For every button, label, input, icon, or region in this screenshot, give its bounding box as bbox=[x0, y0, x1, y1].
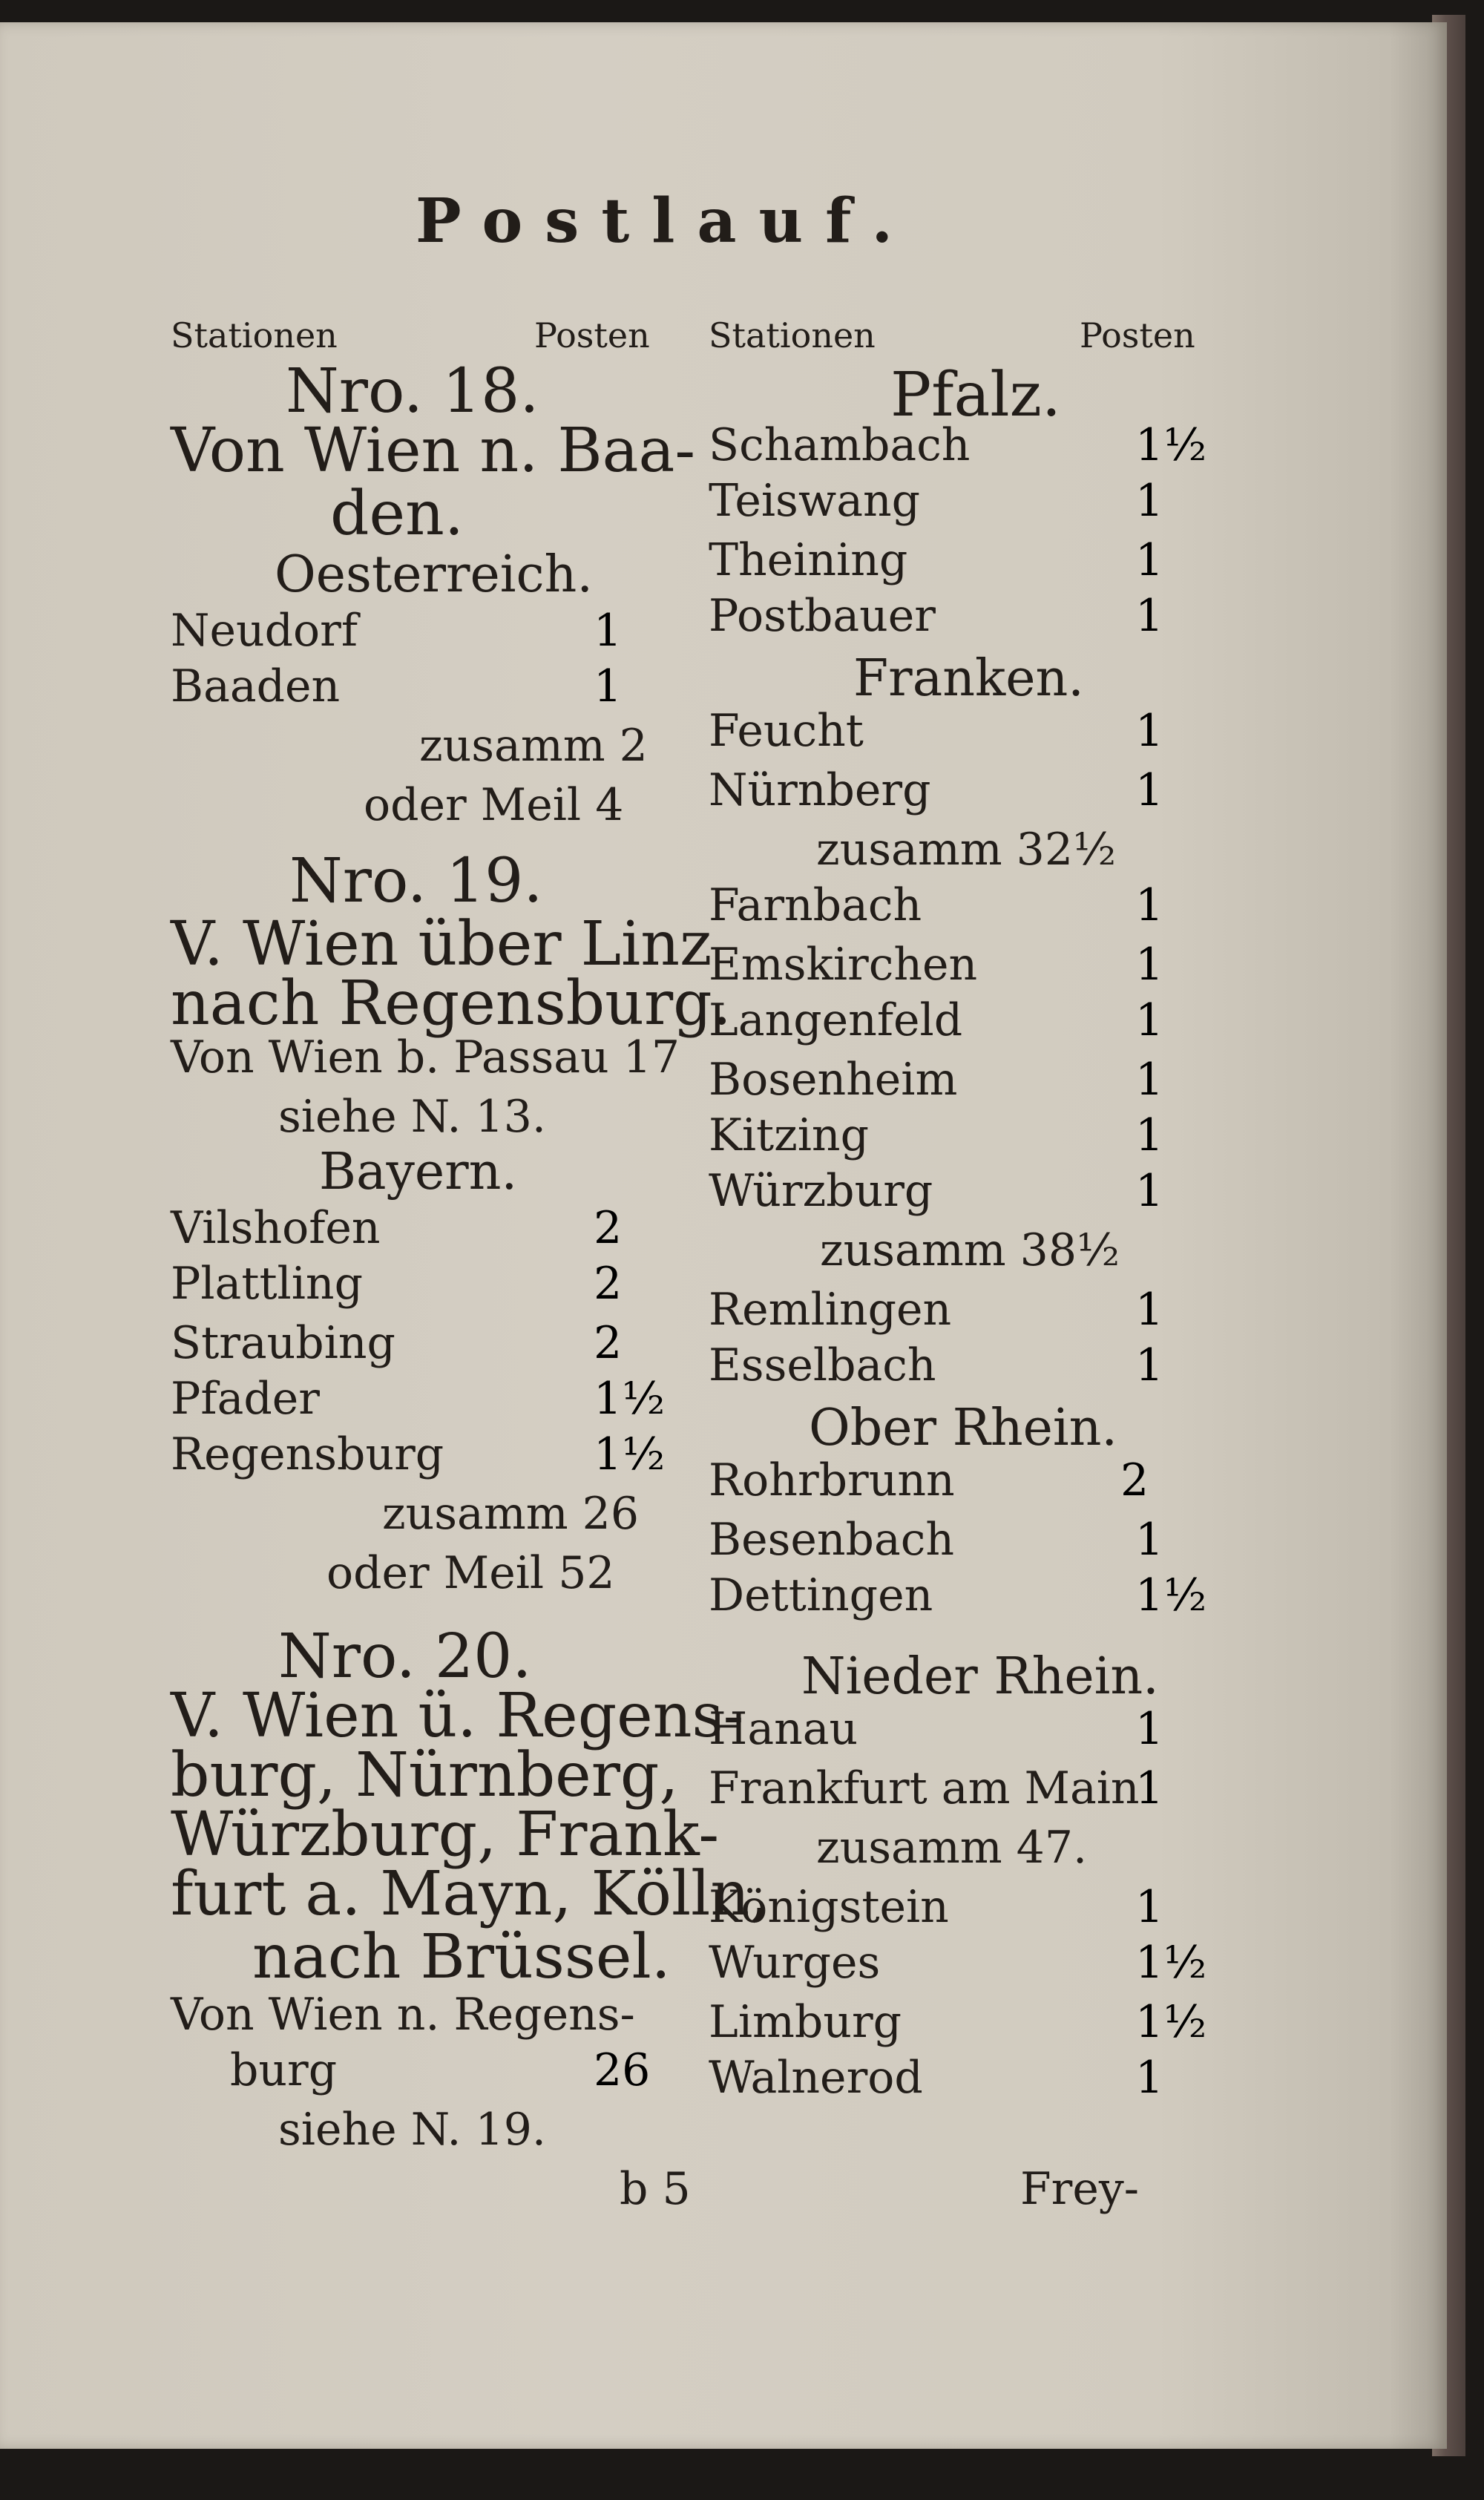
station-posts: 1 bbox=[1135, 1514, 1164, 1566]
station-name: Neudorf bbox=[171, 605, 358, 657]
region-bayern: Bayern. bbox=[319, 1143, 518, 1201]
route-19-miles: oder Meil 52 bbox=[326, 1547, 615, 1599]
page-title: Postlauf. bbox=[416, 186, 915, 257]
station-posts: 1½ bbox=[1135, 1937, 1207, 1989]
region-ober-rhein: Ober Rhein. bbox=[809, 1399, 1118, 1457]
route-number-18: Nro. 18. bbox=[286, 356, 539, 427]
station-posts: 1 bbox=[1135, 1762, 1164, 1814]
station-posts: 1½ bbox=[594, 1373, 666, 1425]
route-number-19: Nro. 19. bbox=[289, 846, 543, 916]
station-name: Remlingen bbox=[709, 1284, 952, 1336]
station-posts: 2 bbox=[1120, 1454, 1149, 1506]
station-posts: 1½ bbox=[1135, 419, 1207, 471]
station-posts: 1½ bbox=[1135, 1996, 1207, 2048]
station-name: Baaden bbox=[171, 660, 341, 712]
station-name: Feucht bbox=[709, 705, 864, 757]
station-posts: 1 bbox=[1135, 1054, 1164, 1106]
station-name: Postbauer bbox=[709, 590, 936, 642]
station-posts: 1 bbox=[1135, 1284, 1164, 1336]
station-name: Frankfurt am Main bbox=[709, 1762, 1140, 1814]
station-name: Esselbach bbox=[709, 1339, 936, 1391]
station-name: Dettingen bbox=[709, 1569, 933, 1621]
route-20-title-line3: Würzburg, Frank- bbox=[171, 1799, 720, 1870]
station-posts: 1 bbox=[1135, 1109, 1164, 1161]
route-number-20: Nro. 20. bbox=[278, 1621, 532, 1692]
station-posts: 1 bbox=[1135, 534, 1164, 586]
station-posts: 1 bbox=[1135, 1165, 1164, 1217]
route-18-miles: oder Meil 4 bbox=[364, 779, 624, 831]
station-name: Langenfeld bbox=[709, 994, 963, 1046]
route-19-from: Von Wien b. Passau 17 bbox=[171, 1031, 680, 1083]
region-pfalz: Pfalz. bbox=[890, 360, 1061, 430]
route-18-title-line2: den. bbox=[330, 479, 464, 549]
route-19-total: zusamm 26 bbox=[382, 1488, 640, 1540]
signature-mark: b 5 bbox=[620, 2163, 691, 2215]
station-posts: 1 bbox=[1135, 1703, 1164, 1755]
subtotal-a: zusamm 32½ bbox=[816, 824, 1117, 876]
station-posts: 1½ bbox=[594, 1428, 666, 1480]
station-posts: 1 bbox=[1135, 764, 1164, 816]
route-18-total: zusamm 2 bbox=[419, 720, 648, 772]
catchword: Frey- bbox=[1020, 2163, 1139, 2215]
route-20-title-line5: nach Brüssel. bbox=[252, 1922, 671, 1992]
subtotal-b: zusamm 38½ bbox=[820, 1224, 1120, 1276]
station-name: Königstein bbox=[709, 1881, 949, 1933]
route-18-title-line1: Von Wien n. Baa- bbox=[171, 416, 696, 486]
route-20-title-line1: V. Wien ü. Regens- bbox=[171, 1681, 744, 1751]
station-name: Schambach bbox=[709, 419, 971, 471]
station-name: Kitzing bbox=[709, 1109, 869, 1161]
station-name: Rohrbrunn bbox=[709, 1454, 955, 1506]
station-posts: 2 bbox=[594, 1258, 623, 1310]
right-header-posten: Posten bbox=[1080, 315, 1195, 355]
station-posts: 1 bbox=[594, 660, 623, 712]
station-name: Hanau bbox=[709, 1703, 858, 1755]
station-name: Theining bbox=[709, 534, 908, 586]
station-name: Besenbach bbox=[709, 1514, 954, 1566]
station-name: Farnbach bbox=[709, 879, 922, 931]
station-posts: 2 bbox=[594, 1202, 623, 1254]
station-posts: 1 bbox=[1135, 879, 1164, 931]
station-posts: 1½ bbox=[1135, 1569, 1207, 1621]
route-19-title-line1: V. Wien über Linz bbox=[171, 909, 712, 980]
station-name: Pfader bbox=[171, 1373, 320, 1425]
route-20-see: siehe N. 19. bbox=[278, 2104, 546, 2156]
station-posts: 1 bbox=[594, 605, 623, 657]
route-20-from-value: 26 bbox=[594, 2044, 651, 2096]
route-19-title-line2: nach Regensburg. bbox=[171, 968, 732, 1039]
station-name: Plattling bbox=[171, 1258, 363, 1310]
station-name: Nürnberg bbox=[709, 764, 931, 816]
region-nieder-rhein: Nieder Rhein. bbox=[801, 1647, 1159, 1706]
left-header-posten: Posten bbox=[534, 315, 650, 355]
station-name: Emskirchen bbox=[709, 939, 978, 991]
station-posts: 1 bbox=[1135, 590, 1164, 642]
station-posts: 1 bbox=[1135, 1881, 1164, 1933]
station-name: Straubing bbox=[171, 1317, 395, 1369]
route-20-title-line2: burg, Nürnberg, bbox=[171, 1740, 679, 1811]
station-name: Vilshofen bbox=[171, 1202, 381, 1254]
station-name: Würzburg bbox=[709, 1165, 933, 1217]
station-posts: 1 bbox=[1135, 475, 1164, 527]
station-posts: 1 bbox=[1135, 1339, 1164, 1391]
route-19-see: siehe N. 13. bbox=[278, 1091, 546, 1143]
station-posts: 1 bbox=[1135, 994, 1164, 1046]
station-posts: 2 bbox=[594, 1317, 623, 1369]
right-header-stationen: Stationen bbox=[709, 315, 876, 355]
station-name: Wurges bbox=[709, 1937, 881, 1989]
route-20-from-line2: burg bbox=[230, 2044, 338, 2096]
station-posts: 1 bbox=[1135, 939, 1164, 991]
book-page bbox=[0, 22, 1447, 2449]
region-franken: Franken. bbox=[853, 649, 1084, 708]
station-posts: 1 bbox=[1135, 2052, 1164, 2104]
route-20-from-line1: Von Wien n. Regens- bbox=[171, 1989, 635, 2041]
station-name: Bosenheim bbox=[709, 1054, 958, 1106]
route-20-title-line4: furt a. Mayn, Kölln, bbox=[171, 1859, 769, 1929]
subtotal-c: zusamm 47. bbox=[816, 1822, 1088, 1874]
station-name: Walnerod bbox=[709, 2052, 923, 2104]
region-oesterreich: Oesterreich. bbox=[275, 545, 593, 604]
left-header-stationen: Stationen bbox=[171, 315, 338, 355]
station-posts: 1 bbox=[1135, 705, 1164, 757]
station-name: Limburg bbox=[709, 1996, 902, 2048]
station-name: Teiswang bbox=[709, 475, 921, 527]
station-name: Regensburg bbox=[171, 1428, 444, 1480]
